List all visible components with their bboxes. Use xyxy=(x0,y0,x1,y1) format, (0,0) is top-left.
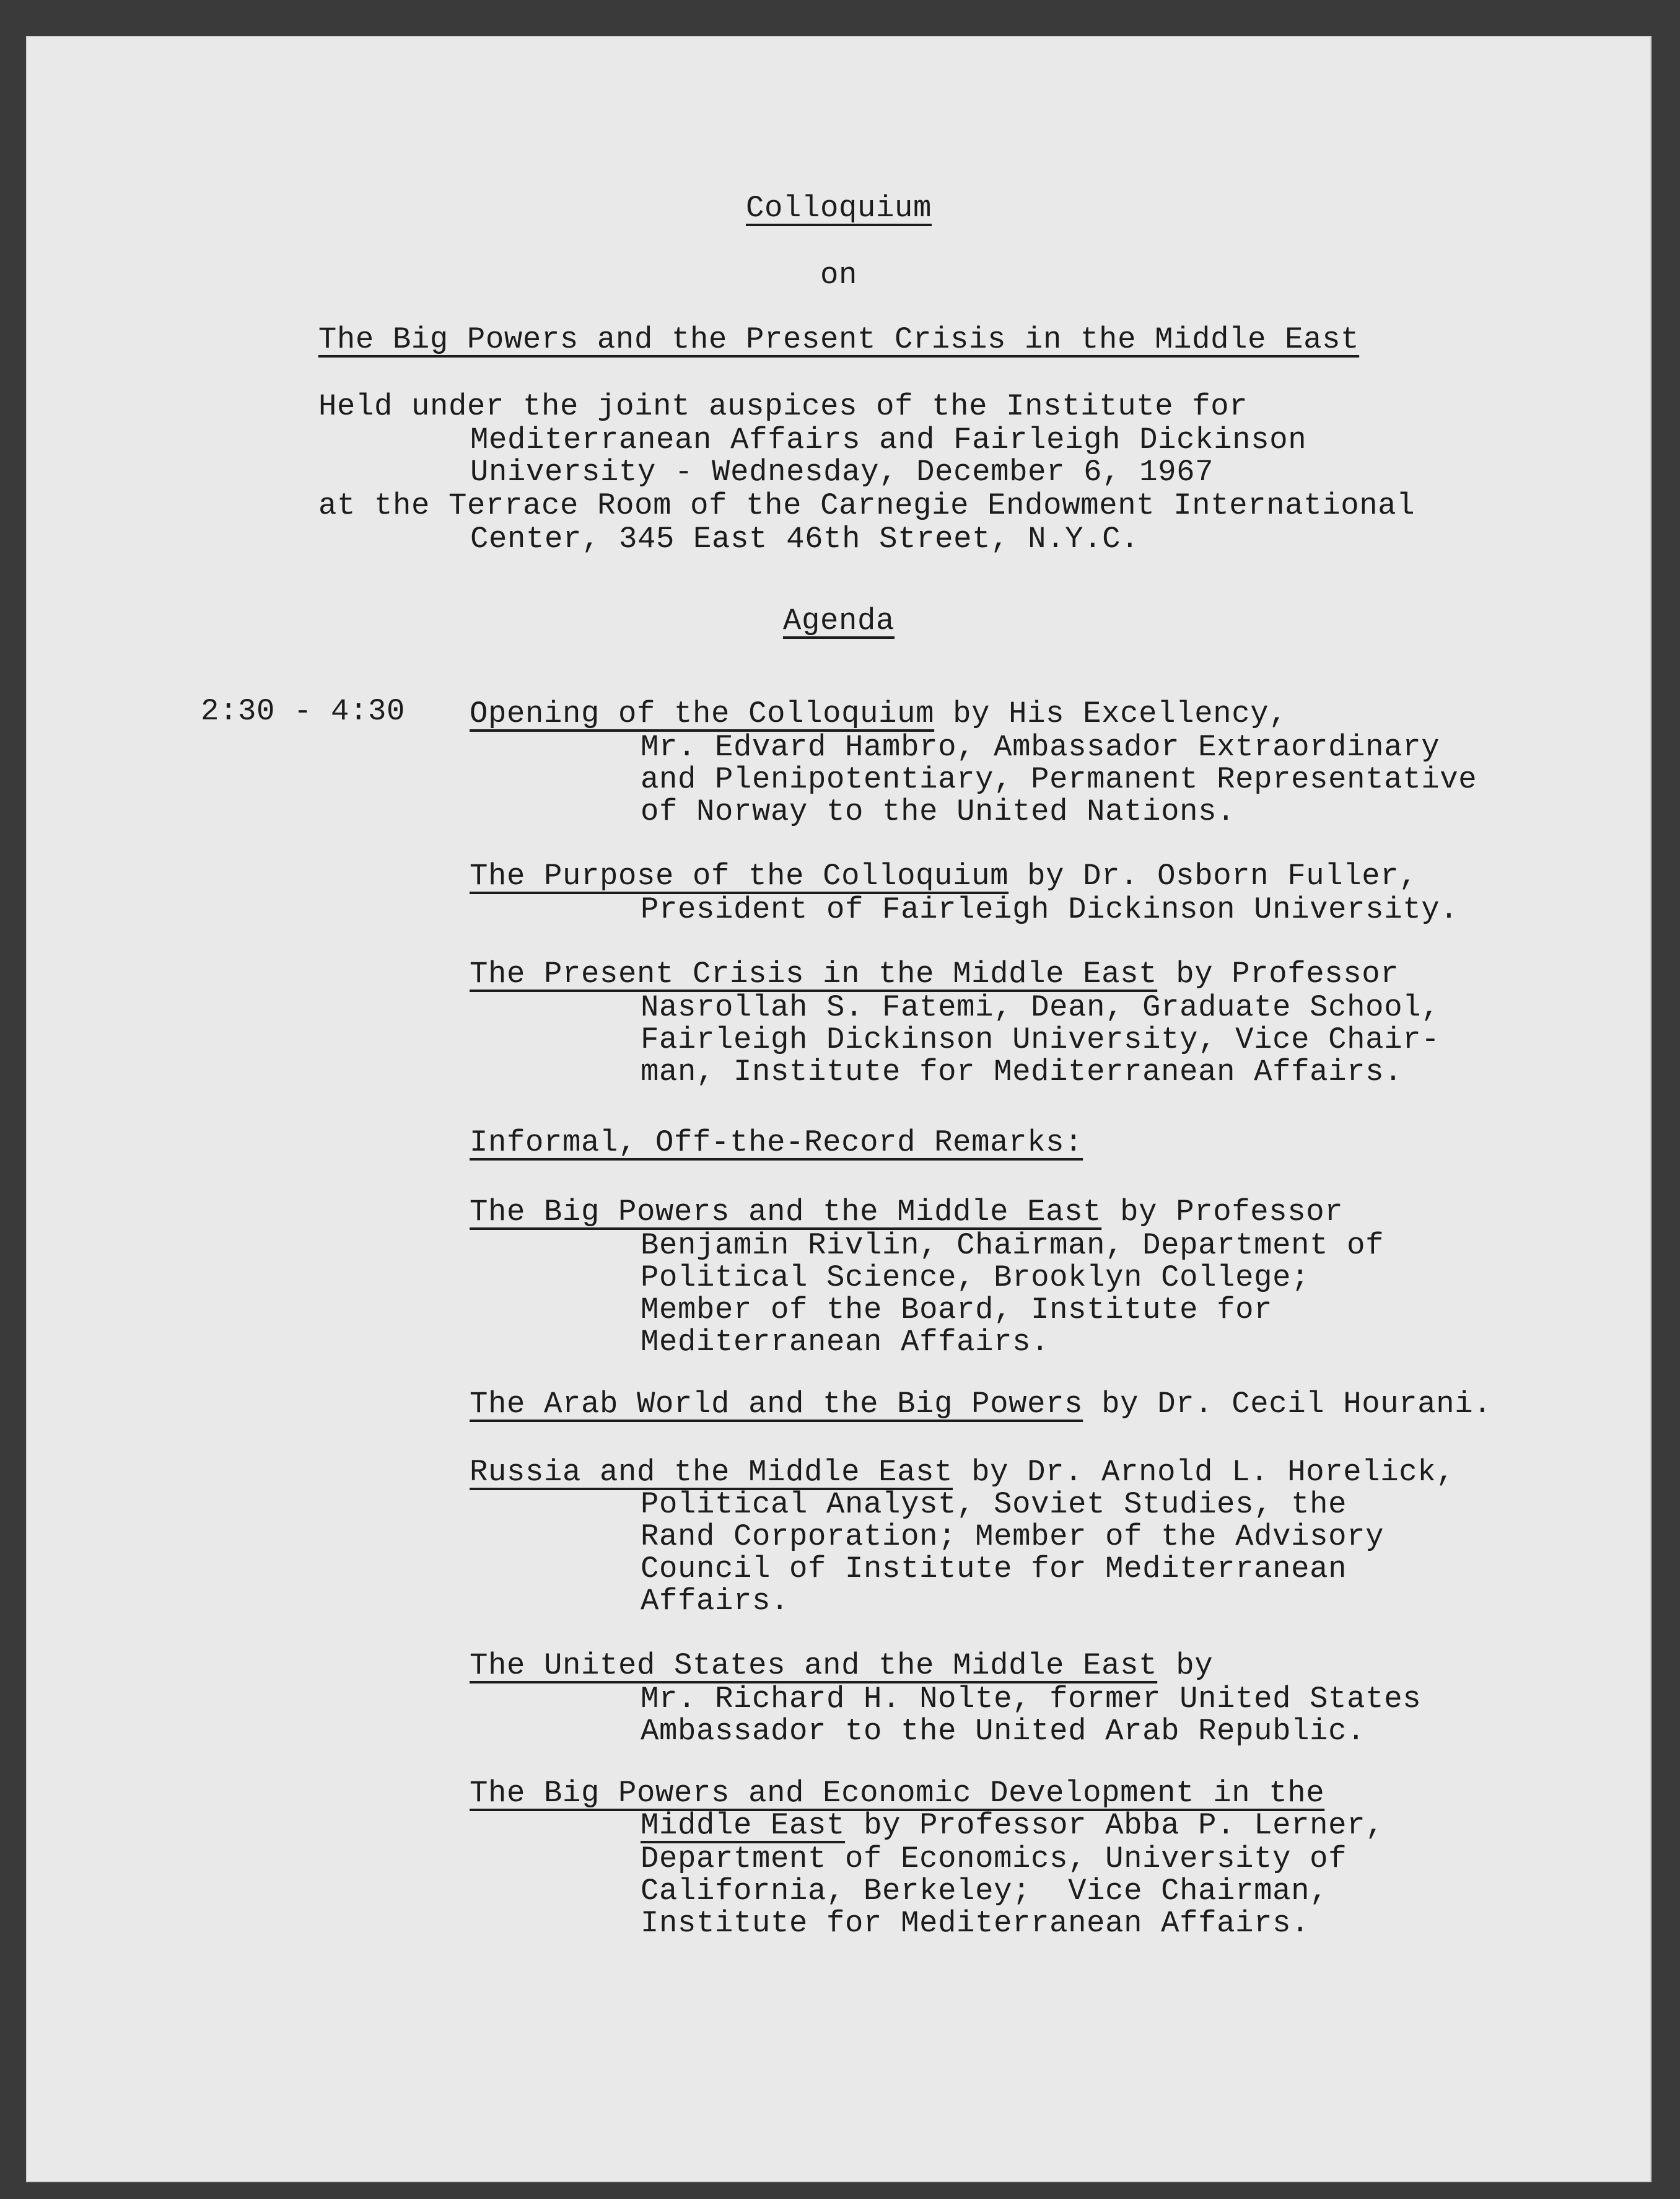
agenda-item-topic: The Present Crisis in the Middle East by Professor xyxy=(470,957,1399,991)
agenda-item-line: Benjamin Rivlin, Chairman, Department of xyxy=(641,1228,1385,1263)
session-time: 2:30 - 4:30 xyxy=(201,694,406,729)
agenda-item-topic: The Purpose of the Colloquium by Dr. Osborn Fuller, xyxy=(470,859,1418,893)
on-text: on xyxy=(820,258,857,292)
document-page xyxy=(27,37,1650,2181)
agenda-item-topic: The Big Powers and Economic Development in the xyxy=(470,1776,1325,1811)
agenda-item-line: Department of Economics, University of xyxy=(641,1841,1347,1876)
agenda-item-line: Fairleigh Dickinson University, Vice Chair- xyxy=(641,1022,1440,1057)
held-line-4: at the Terrace Room of the Carnegie Endowment International xyxy=(318,488,1415,523)
agenda-item-line: Ambassador to the United Arab Republic. xyxy=(641,1714,1366,1749)
agenda-item-line: Mediterranean Affairs. xyxy=(641,1325,1050,1359)
agenda-item-line: Political Science, Brooklyn College; xyxy=(641,1260,1310,1295)
agenda-item-line: Member of the Board, Institute for xyxy=(641,1293,1273,1327)
agenda-item-line: Mr. Edvard Hambro, Ambassador Extraordinary xyxy=(641,730,1440,765)
agenda-item-topic: Russia and the Middle East by Dr. Arnold L. Horelick, xyxy=(470,1455,1455,1490)
agenda-item-line: and Plenipotentiary, Permanent Representative xyxy=(641,762,1477,797)
held-line-5: Center, 345 East 46th Street, N.Y.C. xyxy=(470,522,1140,556)
agenda-item-topic: Informal, Off-the-Record Remarks: xyxy=(470,1125,1083,1160)
held-line-1: Held under the joint auspices of the Institute for xyxy=(318,389,1248,424)
agenda-item-line: Affairs. xyxy=(641,1584,790,1618)
agenda-item-line: Political Analyst, Soviet Studies, the xyxy=(641,1487,1347,1522)
agenda-item-line: Rand Corporation; Member of the Advisory xyxy=(641,1519,1385,1554)
agenda-item-topic: The Big Powers and the Middle East by Professor xyxy=(470,1195,1344,1229)
document-title xyxy=(27,191,1650,226)
held-line-2: Mediterranean Affairs and Fairleigh Dickinson xyxy=(470,423,1307,457)
agenda-item-line: man, Institute for Mediterranean Affairs. xyxy=(641,1055,1403,1089)
agenda-item-line: President of Fairleigh Dickinson University. xyxy=(641,892,1459,927)
agenda-item-line: Institute for Mediterranean Affairs. xyxy=(641,1906,1310,1941)
subtitle-text: The Big Powers and the Present Crisis in the Middle East xyxy=(318,322,1360,357)
agenda-heading-text: Agenda xyxy=(782,604,895,638)
agenda-item-line: of Norway to the United Nations. xyxy=(641,794,1236,829)
agenda-item-topic-continued: Middle East by Professor Abba P. Lerner, xyxy=(641,1808,1385,1843)
agenda-item-topic: The Arab World and the Big Powers by Dr. Cecil Hourani. xyxy=(470,1387,1492,1421)
agenda-item-line: Mr. Richard H. Nolte, former United States xyxy=(641,1682,1422,1716)
agenda-item-topic: The United States and the Middle East by xyxy=(470,1648,1214,1683)
agenda-item-line: Nasrollah S. Fatemi, Dean, Graduate School, xyxy=(641,990,1440,1025)
title-text: Colloquium xyxy=(745,191,932,226)
agenda-item-line: California, Berkeley; Vice Chairman, xyxy=(641,1874,1329,1908)
held-line-3: University - Wednesday, December 6, 1967 xyxy=(470,455,1214,489)
agenda-item-line: Council of Institute for Mediterranean xyxy=(641,1552,1347,1586)
agenda-item-topic: Opening of the Colloquium by His Excellency, xyxy=(470,696,1288,731)
agenda-heading xyxy=(27,604,1650,638)
document-subtitle xyxy=(27,322,1650,357)
